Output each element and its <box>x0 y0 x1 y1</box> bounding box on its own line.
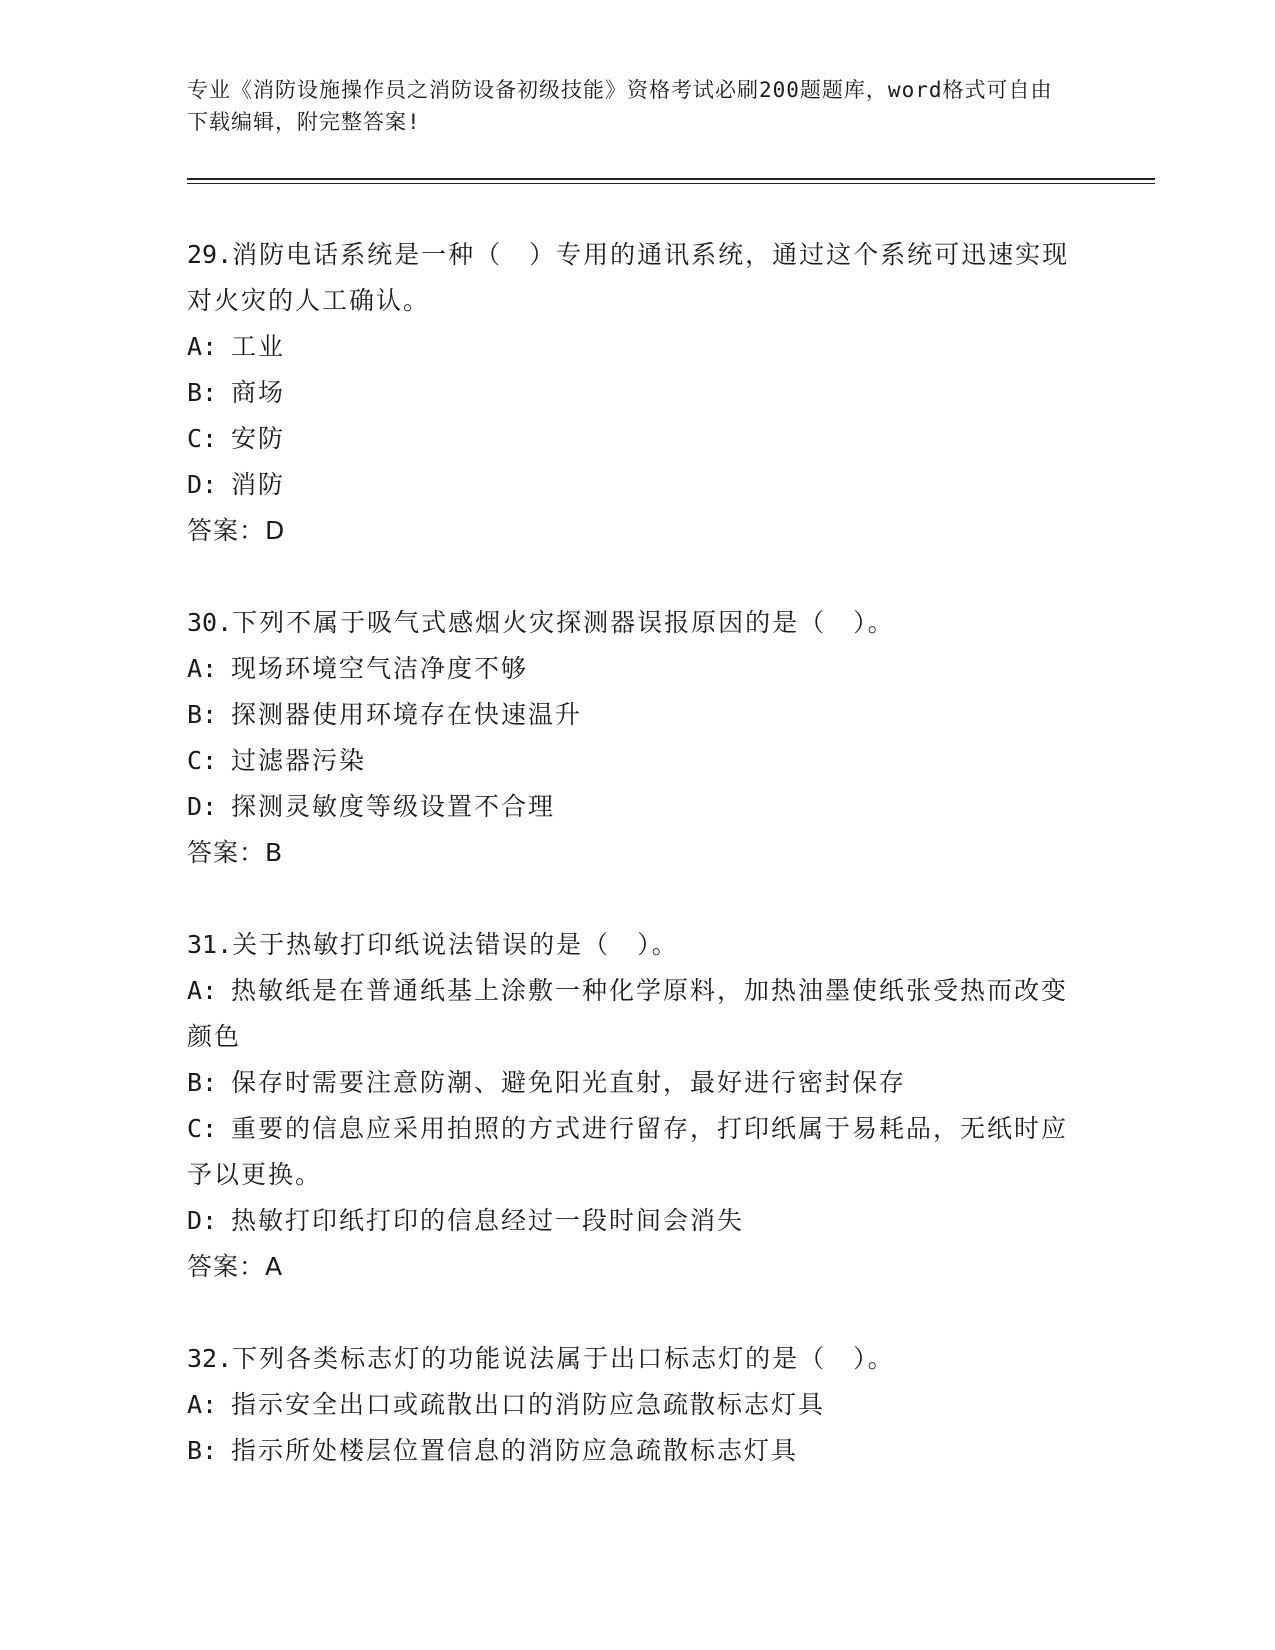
question-stem <box>187 922 1087 968</box>
option-c <box>187 416 1087 462</box>
header-divider-thin <box>187 183 1155 184</box>
option-key: A: <box>187 976 218 1005</box>
question-text: 关于热敏打印纸说法错误的是（ ）。 <box>232 930 679 959</box>
option-c <box>187 738 1087 784</box>
option-key: A: <box>187 1390 218 1419</box>
option-text: 探测灵敏度等级设置不合理 <box>231 792 556 821</box>
option-text: 工业 <box>231 332 286 361</box>
answer-line: 答案：D <box>187 516 286 545</box>
option-key: C: <box>187 424 218 453</box>
option-b <box>187 1060 1087 1106</box>
question-stem <box>187 232 1087 324</box>
page-header: 专业《消防设施操作员之消防设备初级技能》资格考试必刷200题题库，word格式可自由下载编辑，附完整答案! <box>187 78 1053 134</box>
question-29 <box>187 232 1087 554</box>
option-text: 指示安全出口或疏散出口的消防应急疏散标志灯具 <box>231 1390 826 1419</box>
answer-line: 答案：A <box>187 1252 284 1281</box>
question-30 <box>187 600 1087 876</box>
option-text: 热敏纸是在普通纸基上涂敷一种化学原料，加热油墨使纸张受热而改变颜色 <box>187 976 1069 1051</box>
option-text: 过滤器污染 <box>231 746 367 775</box>
question-stem <box>187 1336 1087 1382</box>
option-d <box>187 462 1087 508</box>
option-key: A: <box>187 332 218 361</box>
option-text: 重要的信息应采用拍照的方式进行留存，打印纸属于易耗品，无纸时应予以更换。 <box>187 1114 1069 1189</box>
option-key: B: <box>187 378 218 407</box>
question-text: 消防电话系统是一种（ ）专用的通讯系统，通过这个系统可迅速实现对火灾的人工确认。 <box>187 240 1070 315</box>
option-a <box>187 324 1087 370</box>
question-text: 下列不属于吸气式感烟火灾探测器误报原因的是（ ）。 <box>232 608 895 637</box>
header-divider <box>187 178 1155 180</box>
option-text: 现场环境空气洁净度不够 <box>231 654 529 683</box>
option-key: B: <box>187 1068 218 1097</box>
option-a <box>187 968 1087 1060</box>
option-b <box>187 1428 1087 1474</box>
question-list <box>187 232 1087 1520</box>
option-b <box>187 370 1087 416</box>
option-text: 保存时需要注意防潮、避免阳光直射，最好进行密封保存 <box>231 1068 907 1097</box>
answer-line: 答案：B <box>187 838 284 867</box>
question-31 <box>187 922 1087 1290</box>
option-key: A: <box>187 654 218 683</box>
option-text: 安防 <box>231 424 286 453</box>
option-text: 探测器使用环境存在快速温升 <box>231 700 583 729</box>
option-b <box>187 692 1087 738</box>
question-number: 32. <box>187 1344 233 1373</box>
option-text: 消防 <box>231 470 286 499</box>
option-c <box>187 1106 1087 1198</box>
option-key: D: <box>187 792 218 821</box>
option-d <box>187 784 1087 830</box>
question-number: 29. <box>187 240 233 269</box>
option-key: C: <box>187 746 218 775</box>
option-text: 商场 <box>231 378 286 407</box>
option-d <box>187 1198 1087 1244</box>
option-text: 热敏打印纸打印的信息经过一段时间会消失 <box>231 1206 745 1235</box>
option-a <box>187 1382 1087 1428</box>
option-key: B: <box>187 700 218 729</box>
option-text: 指示所处楼层位置信息的消防应急疏散标志灯具 <box>231 1436 799 1465</box>
question-text: 下列各类标志灯的功能说法属于出口标志灯的是（ ）。 <box>232 1344 895 1373</box>
option-key: D: <box>187 470 218 499</box>
option-a <box>187 646 1087 692</box>
question-number: 31. <box>187 930 233 959</box>
option-key: D: <box>187 1206 218 1235</box>
question-number: 30. <box>187 608 233 637</box>
question-32 <box>187 1336 1087 1474</box>
question-stem <box>187 600 1087 646</box>
option-key: B: <box>187 1436 218 1465</box>
option-key: C: <box>187 1114 218 1143</box>
